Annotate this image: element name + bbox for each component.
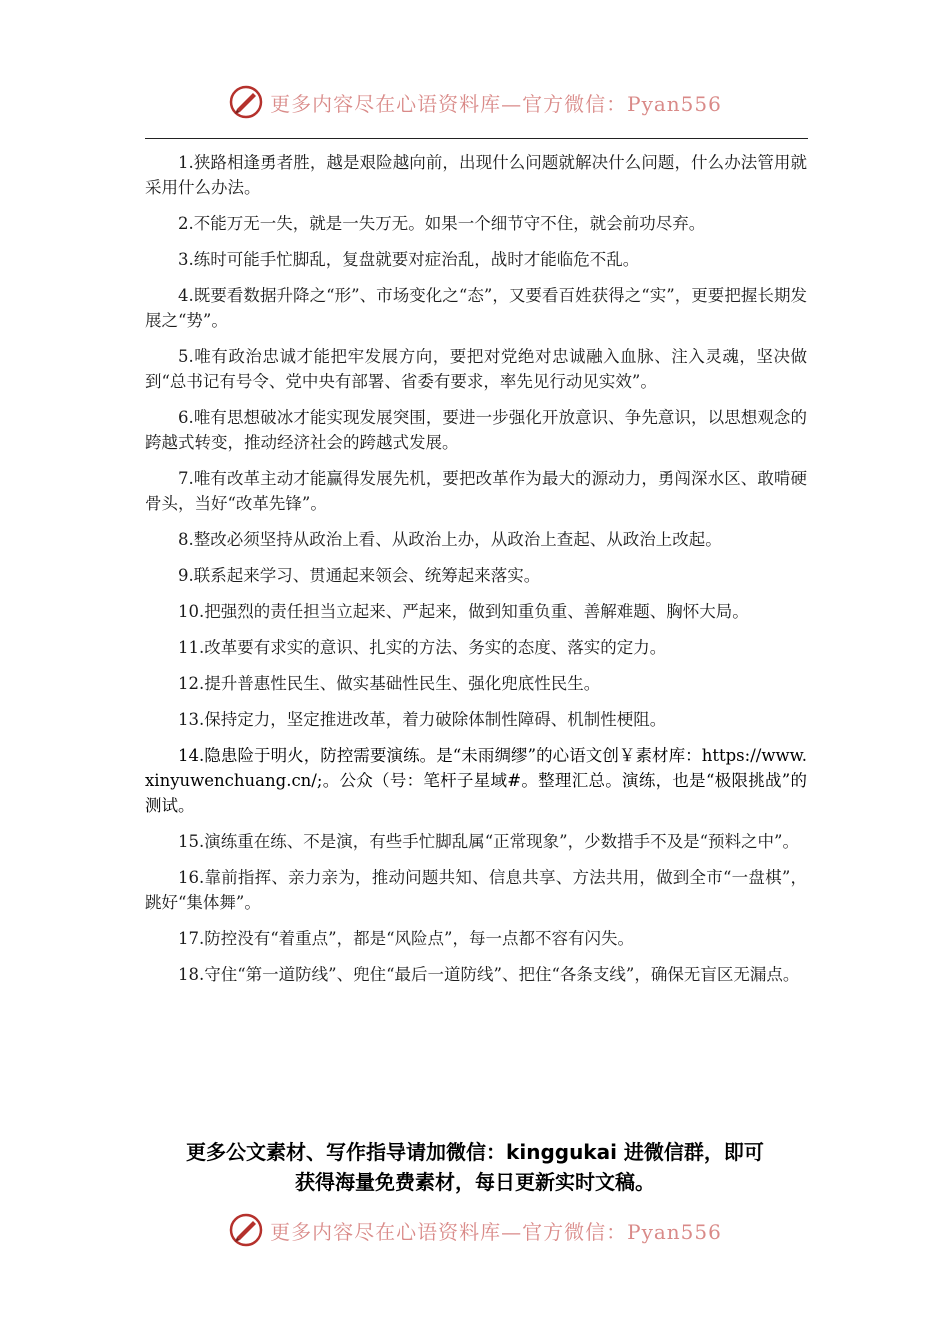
paragraph-17: 17.防控没有“着重点”，都是“风险点”，每一点都不容有闪失。	[178, 929, 634, 948]
footer-banner-text: 更多内容尽在心语资料库—官方微信：Pyan556	[270, 1219, 722, 1244]
paragraph-2: 2.不能万无一失，就是一失万无。如果一个细节守不住，就会前功尽弃。	[178, 214, 706, 233]
paragraph-10: 10.把强烈的责任担当立起来、严起来，做到知重负重、善解难题、胸怀大局。	[178, 602, 749, 621]
header-divider	[145, 138, 808, 139]
paragraph-6: 6.唯有思想破冰才能实现发展突围，要进一步强化开放意识、争先意识，以思想观念的跨越式转变，推动经济社会的跨越式发展。	[145, 408, 807, 452]
footer-note-line2: 获得海量免费素材，每日更新实时文稿。	[295, 1170, 655, 1194]
paragraph-8: 8.整改必须坚持从政治上看、从政治上办，从政治上查起、从政治上改起。	[178, 530, 722, 549]
paragraph-13: 13.保持定力，坚定推进改革，着力破除体制性障碍、机制性梗阻。	[178, 710, 667, 729]
paragraph-14: 14.隐患险于明火，防控需要演练。是“未雨绸缪”的心语文创￥素材库：https://www.xinyuwenchuang.cn/;。公众（号：笔杆子星域#。整理汇总。演练，也是“极限挑战”的测试。	[145, 746, 807, 815]
paragraph-15: 15.演练重在练、不是演，有些手忙脚乱属“正常现象”，少数措手不及是“预料之中”。	[178, 832, 799, 851]
header-banner-text: 更多内容尽在心语资料库—官方微信：Pyan556	[270, 91, 722, 116]
paragraph-5: 5.唯有政治忠诚才能把牢发展方向，要把对党绝对忠诚融入血脉、注入灵魂，坚决做到“总书记有号令、党中央有部署、省委有要求，率先见行动见实效”。	[145, 347, 807, 391]
paragraph-11: 11.改革要有求实的意识、扎实的方法、务实的态度、落实的定力。	[178, 638, 667, 657]
pen-logo-icon	[228, 1212, 264, 1248]
footer-note-line1: 更多公文素材、写作指导请加微信：kinggukai 进微信群，即可	[186, 1140, 764, 1164]
document-body	[145, 150, 807, 998]
paragraph-3: 3.练时可能手忙脚乱，复盘就要对症治乱，战时才能临危不乱。	[178, 250, 640, 269]
footer-banner	[0, 1210, 950, 1250]
footer-note	[125, 1137, 825, 1197]
paragraph-16: 16.靠前指挥、亲力亲为，推动问题共知、信息共享、方法共用，做到全市“一盘棋”，跳好“集体舞”。	[145, 868, 807, 912]
paragraph-4: 4.既要看数据升降之“形”、市场变化之“态”，又要看百姓获得之“实”，更要把握长期发展之“势”。	[145, 286, 807, 330]
paragraph-1: 1.狭路相逢勇者胜，越是艰险越向前，出现什么问题就解决什么问题，什么办法管用就采用什么办法。	[145, 153, 807, 197]
paragraph-7: 7.唯有改革主动才能赢得发展先机，要把改革作为最大的源动力，勇闯深水区、敢啃硬骨头，当好“改革先锋”。	[145, 469, 807, 513]
pen-logo-icon	[228, 84, 264, 120]
header-banner	[0, 82, 950, 122]
paragraph-9: 9.联系起来学习、贯通起来领会、统筹起来落实。	[178, 566, 541, 585]
paragraph-12: 12.提升普惠性民生、做实基础性民生、强化兜底性民生。	[178, 674, 601, 693]
paragraph-18: 18.守住“第一道防线”、兜住“最后一道防线”、把住“各条支线”，确保无盲区无漏点。	[178, 965, 800, 984]
